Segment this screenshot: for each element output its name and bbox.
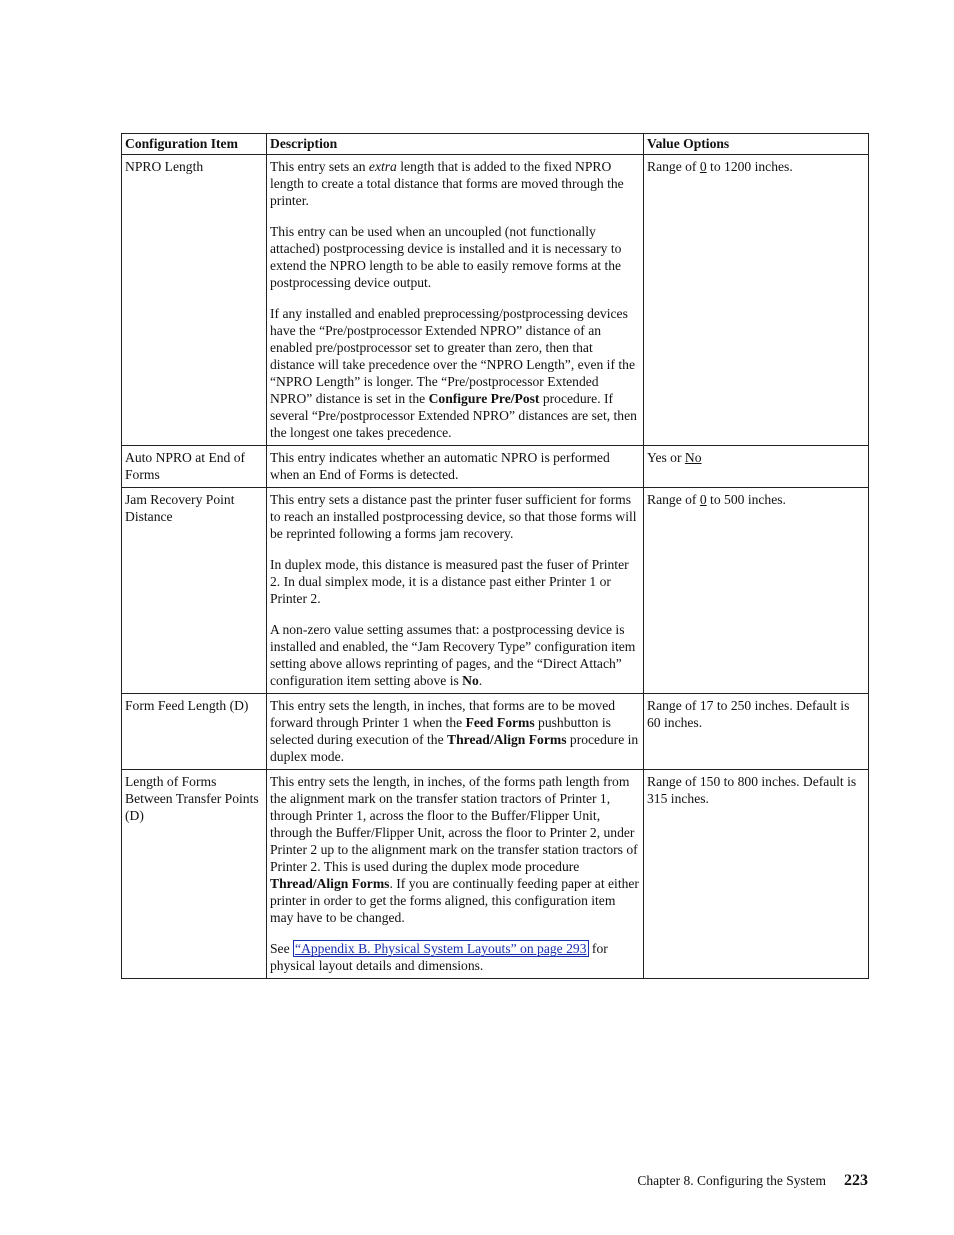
text-run: In duplex mode, this distance is measured past the fuser of Printer 2. In dual simplex mode, it is a distance past either Printer 1 or Printer 2. xyxy=(270,557,629,606)
text-run: This entry sets an xyxy=(270,159,369,174)
text-run: See xyxy=(270,941,294,956)
text-run: A non-zero value setting assumes that: a postprocessing device is installed and enabled, the “Jam Recovery Type” configuration item setting above allows reprinting of pages, and the “Direct Attach” configuration item setting above is xyxy=(270,622,636,688)
table-row xyxy=(122,488,869,694)
value-options-cell xyxy=(644,694,869,770)
text-run: If any installed and enabled preprocessing/postprocessing devices have the “Pre/postprocessor Extended NPRO” distance of an enabled pre/postprocessor set to greater than zero, then that distance will take precedence over the “NPRO Length”, even if the “NPRO Length” is longer. The “Pre/postprocessor Extended NPRO” distance is set in the xyxy=(270,306,635,406)
configuration-item-cell: Auto NPRO at End of Forms xyxy=(122,446,267,488)
default-value: No xyxy=(684,450,702,465)
text-run: length that is added to the fixed NPRO length to create a total distance that forms are moved through the printer. xyxy=(270,159,624,208)
configuration-item-cell: NPRO Length xyxy=(122,155,267,446)
description-cell xyxy=(267,770,644,979)
page-footer xyxy=(637,1172,868,1190)
text-run: for physical layout details and dimensions. xyxy=(270,941,608,973)
text-run: Range of xyxy=(647,492,700,507)
cross-reference-link[interactable]: “Appendix B. Physical System Layouts” on page 293 xyxy=(295,941,587,956)
italic-term: extra xyxy=(368,159,397,174)
configuration-table xyxy=(121,133,869,979)
description-paragraph xyxy=(270,449,640,483)
description-paragraph xyxy=(270,491,640,542)
description-paragraph xyxy=(270,305,640,441)
text-run: . xyxy=(478,673,483,688)
default-value: 0 xyxy=(699,492,707,507)
text-run: . If you are continually feeding paper at either printer in order to get the forms aligned, this configuration item may have to be changed. xyxy=(270,876,639,925)
value-options-cell xyxy=(644,155,869,446)
description-cell xyxy=(267,488,644,694)
description-paragraph xyxy=(270,940,640,974)
column-header-configuration-item: Configuration Item xyxy=(122,134,267,155)
bold-term: Feed Forms xyxy=(465,715,535,730)
description-paragraph xyxy=(270,158,640,209)
description-paragraph xyxy=(270,773,640,926)
value-options-cell xyxy=(644,488,869,694)
text-run: This entry sets the length, in inches, that forms are to be moved forward through Printer 1 when the xyxy=(270,698,616,730)
table-header-row xyxy=(122,134,869,155)
text-run: This entry sets a distance past the printer fuser sufficient for forms to reach an installed postprocessing device, so that those forms will be reprinted following a forms jam recovery. xyxy=(270,492,637,541)
default-value: 0 xyxy=(699,159,707,174)
text-run: to 500 inches. xyxy=(706,492,786,507)
text-run: pushbutton is selected during execution of the xyxy=(270,715,611,747)
text-run: procedure in duplex mode. xyxy=(270,732,639,764)
bold-term: No xyxy=(462,673,479,688)
text-run: Yes or xyxy=(647,450,685,465)
text-run: Range of xyxy=(647,159,700,174)
text-run: Range of 150 to 800 inches. Default is 315 inches. xyxy=(647,774,857,806)
bold-term: Thread/Align Forms xyxy=(270,876,390,891)
configuration-item-cell: Jam Recovery Point Distance xyxy=(122,488,267,694)
text-run: This entry can be used when an uncoupled (not functionally attached) postprocessing device is installed and it is necessary to extend the NPRO length to be able to easily remove forms at the postprocessing device output. xyxy=(270,224,622,290)
text-run: This entry sets the length, in inches, of the forms path length from the alignment mark on the transfer station tractors of Printer 1, through Printer 1, across the floor to the Buffer/Flipper Unit, through the Buffer/Flipper Unit, across the floor to Printer 2, under Printer 2 up to the alignment mark on the transfer station tractors of Printer 2. This is used during the duplex mode procedure xyxy=(270,774,638,874)
table-row xyxy=(122,446,869,488)
column-header-value-options: Value Options xyxy=(644,134,869,155)
table-row xyxy=(122,770,869,979)
configuration-item-cell: Form Feed Length (D) xyxy=(122,694,267,770)
description-cell xyxy=(267,155,644,446)
footer-chapter-title: Chapter 8. Configuring the System xyxy=(637,1173,826,1188)
table-row xyxy=(122,694,869,770)
description-cell xyxy=(267,446,644,488)
text-run: This entry indicates whether an automatic NPRO is performed when an End of Forms is detected. xyxy=(270,450,610,482)
value-options-cell xyxy=(644,446,869,488)
table-row xyxy=(122,155,869,446)
description-paragraph xyxy=(270,621,640,689)
text-run: Range of 17 to 250 inches. Default is 60 inches. xyxy=(647,698,850,730)
text-run: procedure. If several “Pre/postprocessor Extended NPRO” distances are set, then the longest one takes precedence. xyxy=(270,391,637,440)
configuration-item-cell: Length of Forms Between Transfer Points (D) xyxy=(122,770,267,979)
bold-term: Thread/Align Forms xyxy=(447,732,567,747)
description-paragraph xyxy=(270,697,640,765)
text-run: to 1200 inches. xyxy=(706,159,793,174)
column-header-description: Description xyxy=(267,134,644,155)
description-paragraph xyxy=(270,556,640,607)
description-cell xyxy=(267,694,644,770)
page-number: 223 xyxy=(844,1172,868,1189)
bold-term: Configure Pre/Post xyxy=(428,391,540,406)
description-paragraph xyxy=(270,223,640,291)
value-options-cell xyxy=(644,770,869,979)
